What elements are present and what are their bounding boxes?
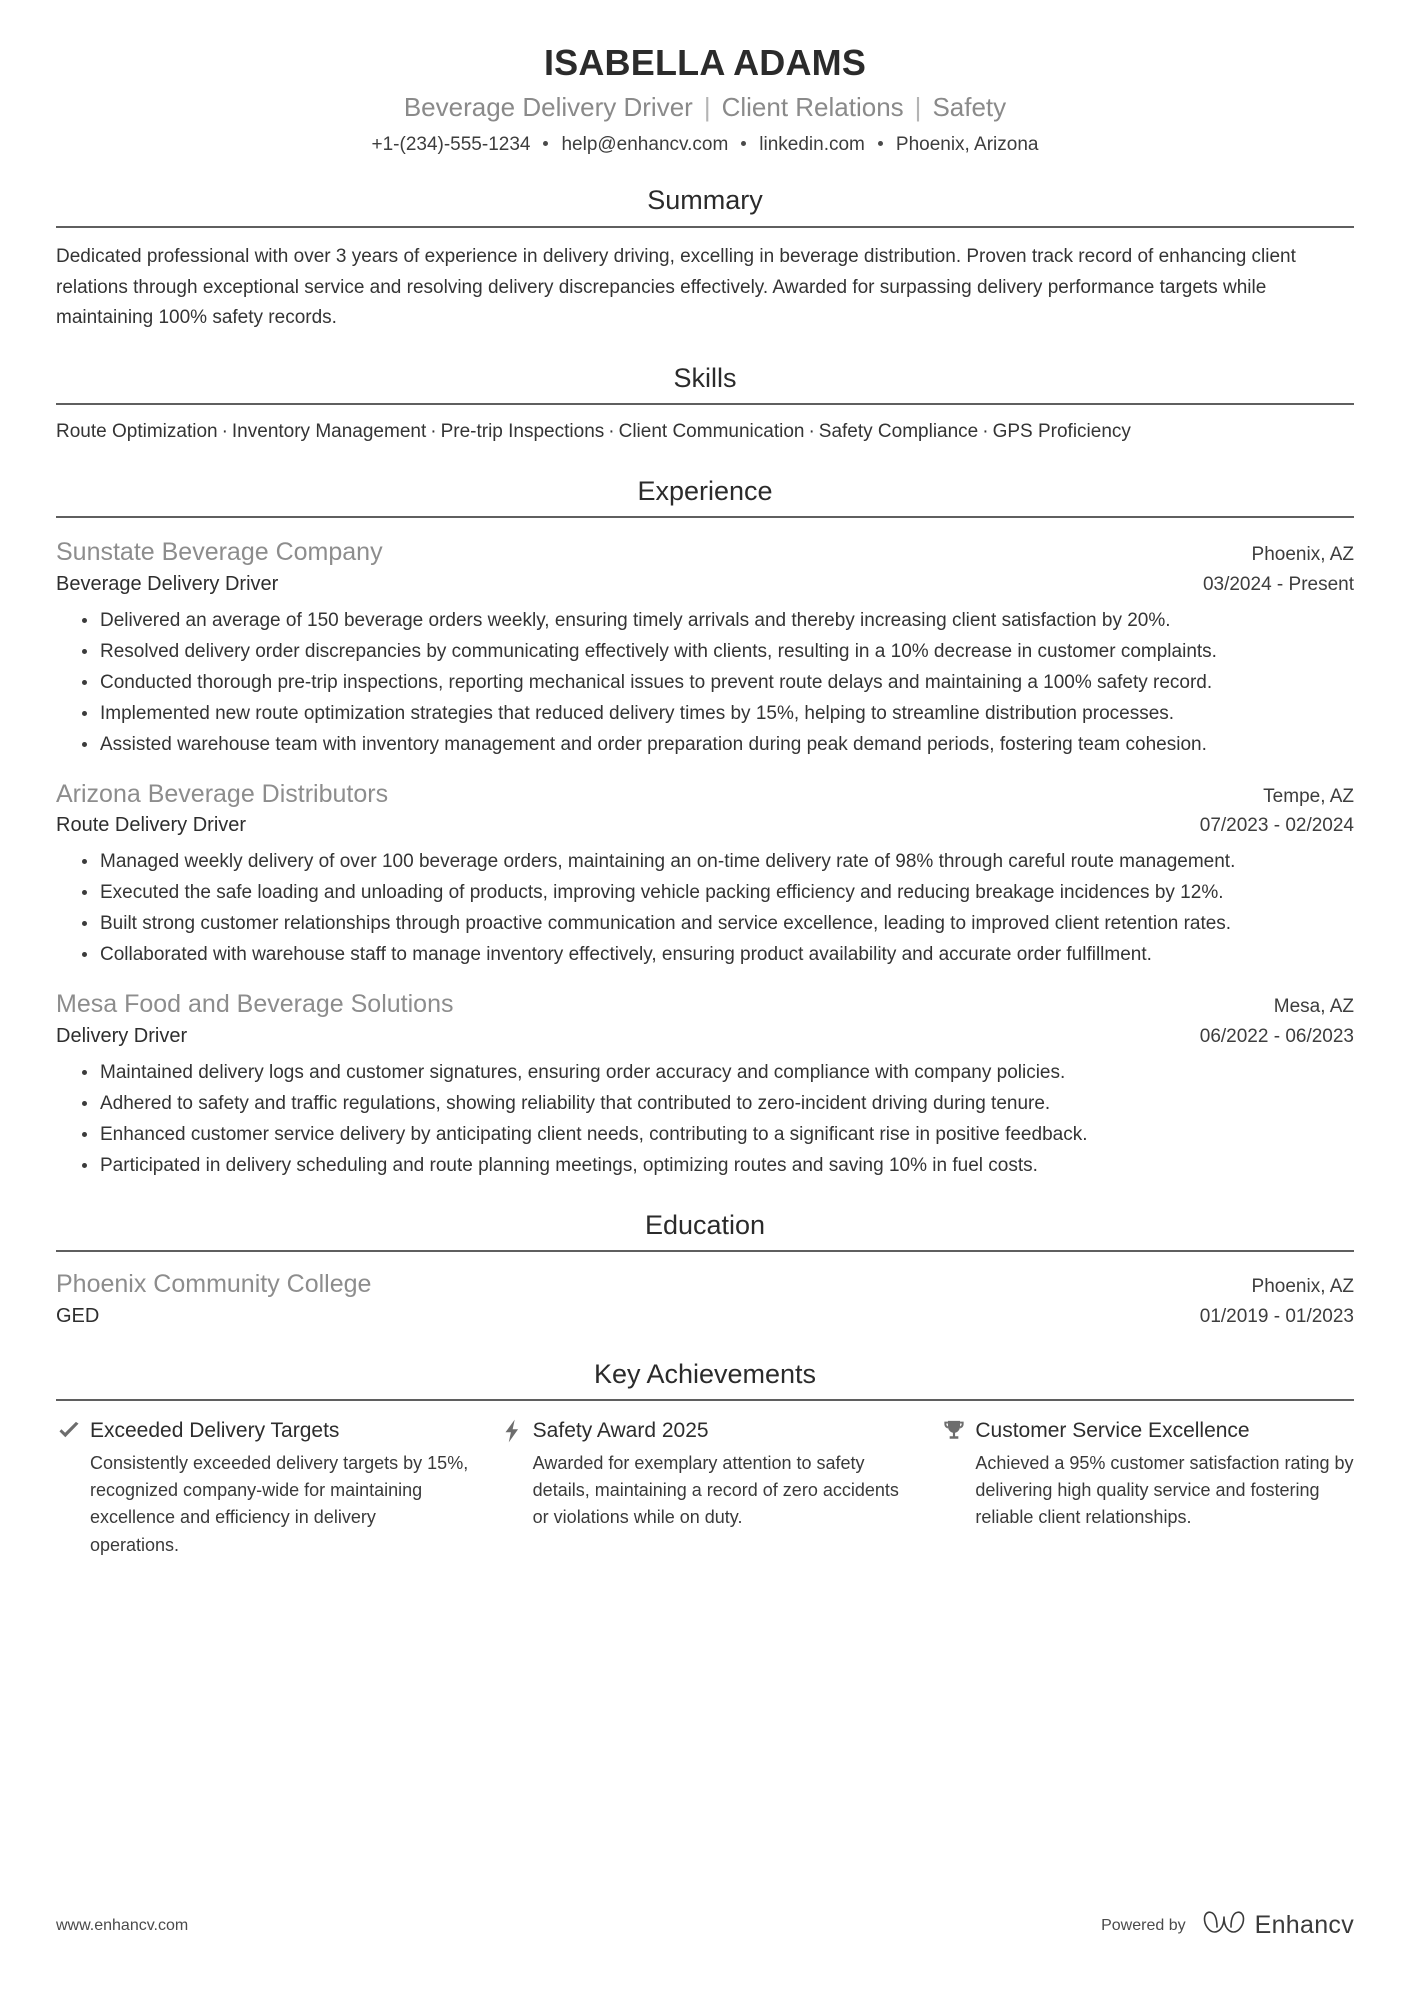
skill-item: GPS Proficiency <box>992 421 1131 443</box>
list-item: Delivered an average of 150 beverage orders weekly, ensuring timely arrivals and thereby increasing client satisfaction by 20%. <box>82 606 1354 636</box>
powered-by-label: Powered by <box>1101 1916 1186 1934</box>
company-name: Sunstate Beverage Company <box>56 538 383 567</box>
list-item: Collaborated with warehouse staff to manage inventory effectively, ensuring product availability and accurate order fulfillment. <box>82 940 1354 970</box>
achievement-description: Awarded for exemplary attention to safety details, maintaining a record of zero accidents or violations while on duty. <box>532 1452 899 1528</box>
section-divider <box>56 403 1354 405</box>
degree-name: GED <box>56 1304 100 1327</box>
achievement-title: Exceeded Delivery Targets <box>90 1419 340 1443</box>
experience-entry-subheader <box>56 812 1354 839</box>
job-dates: 06/2022 - 06/2023 <box>1199 1025 1354 1047</box>
responsibility-list <box>56 1058 1354 1181</box>
list-item: Participated in delivery scheduling and route planning meetings, optimizing routes and saving 10% in fuel costs. <box>82 1151 1354 1181</box>
headline-separator-2: | <box>914 92 922 123</box>
achievement-item <box>499 1417 912 1559</box>
achievement-item <box>941 1417 1354 1559</box>
section-title-summary: Summary <box>647 185 763 216</box>
job-title: Beverage Delivery Driver <box>56 572 279 595</box>
list-item: Implemented new route optimization strategies that reduced delivery times by 15%, helping to streamline distribution processes. <box>82 699 1354 729</box>
list-item: Assisted warehouse team with inventory management and order preparation during peak demand periods, fostering team cohesion. <box>82 730 1354 760</box>
experience-entry <box>56 778 1354 971</box>
professional-headline <box>56 92 1354 123</box>
section-key-achievements <box>56 1358 1354 1559</box>
company-name: Mesa Food and Beverage Solutions <box>56 990 454 1019</box>
job-dates: 03/2024 - Present <box>1202 573 1354 595</box>
skill-separator: · <box>982 421 989 443</box>
degree-dates: 01/2019 - 01/2023 <box>1199 1305 1354 1327</box>
job-dates: 07/2023 - 02/2024 <box>1199 815 1354 837</box>
contact-phone: +1-(234)-555-1234 <box>371 133 531 155</box>
skill-item: Inventory Management <box>231 421 427 443</box>
list-item: Adhered to safety and traffic regulations, showing reliability that contributed to zero-incident driving during tenure. <box>82 1089 1354 1119</box>
skill-separator: · <box>808 421 815 443</box>
experience-entry <box>56 536 1354 760</box>
responsibility-list <box>56 606 1354 760</box>
experience-entry-subheader <box>56 571 1354 598</box>
section-education <box>56 1209 1354 1330</box>
section-summary <box>56 184 1354 334</box>
company-location: Mesa, AZ <box>1273 996 1354 1018</box>
experience-entry-header <box>56 778 1354 811</box>
achievement-body <box>975 1417 1354 1531</box>
bullet-dot-icon <box>878 141 883 146</box>
achievement-body <box>533 1417 912 1531</box>
list-item: Executed the safe loading and unloading of products, improving vehicle packing efficiency and reducing breakage incidences by 12%. <box>82 878 1354 908</box>
section-title-skills: Skills <box>673 363 737 394</box>
check-icon <box>56 1417 90 1444</box>
enhancv-logo <box>1202 1908 1354 1943</box>
company-name: Arizona Beverage Distributors <box>56 779 389 808</box>
skill-item: Safety Compliance <box>818 421 979 443</box>
resume-header <box>56 0 1354 156</box>
job-title: Route Delivery Driver <box>56 814 247 837</box>
list-item: Resolved delivery order discrepancies by communicating effectively with clients, resulting in a 10% decrease in customer complaints. <box>82 637 1354 667</box>
section-title-experience: Experience <box>637 475 773 506</box>
page-footer <box>56 1908 1354 1943</box>
section-divider <box>56 516 1354 518</box>
section-divider <box>56 1399 1354 1401</box>
enhancv-mark-icon <box>1202 1908 1246 1943</box>
page-title: ISABELLA ADAMS <box>543 42 867 83</box>
achievement-description: Consistently exceeded delivery targets by 15%, recognized company-wide for maintaining excellence and efficiency in delivery operations. <box>90 1452 469 1555</box>
footer-branding <box>1101 1908 1354 1943</box>
headline-part-3: Safety <box>932 92 1007 123</box>
bullet-dot-icon <box>741 141 746 146</box>
achievement-title: Customer Service Excellence <box>975 1419 1250 1443</box>
experience-entry <box>56 988 1354 1181</box>
experience-entry-header <box>56 988 1354 1021</box>
achievement-item <box>56 1417 469 1559</box>
company-location: Phoenix, AZ <box>1251 544 1354 566</box>
section-title-key-achievements: Key Achievements <box>593 1358 817 1389</box>
education-entry <box>56 1268 1354 1330</box>
skill-item: Pre-trip Inspections <box>440 421 605 443</box>
contact-website[interactable]: linkedin.com <box>759 133 865 155</box>
school-location: Phoenix, AZ <box>1251 1276 1354 1298</box>
list-item: Managed weekly delivery of over 100 beverage orders, maintaining an on-time delivery rate of 98% through careful route management. <box>82 847 1354 877</box>
skill-separator: · <box>608 421 615 443</box>
bullet-dot-icon <box>543 141 548 146</box>
education-entry-subheader <box>56 1303 1354 1330</box>
achievements-grid <box>56 1417 1354 1559</box>
list-item: Enhanced customer service delivery by anticipating client needs, contributing to a significant rise in positive feedback. <box>82 1120 1354 1150</box>
list-item: Conducted thorough pre-trip inspections, reporting mechanical issues to prevent route delays and maintaining a 100% safety record. <box>82 668 1354 698</box>
skill-separator: · <box>430 421 437 443</box>
achievement-description: Achieved a 95% customer satisfaction rating by delivering high quality service and fostering reliable client relationships. <box>975 1452 1354 1528</box>
section-title-education: Education <box>644 1210 766 1241</box>
contact-email[interactable]: help@enhancv.com <box>561 133 729 155</box>
lightning-bolt-icon <box>499 1417 533 1444</box>
skill-item: Route Optimization <box>56 421 218 443</box>
headline-part-2: Client Relations <box>721 92 904 123</box>
skill-item: Client Communication <box>618 421 805 443</box>
headline-separator-1: | <box>703 92 711 123</box>
enhancv-brand-name: Enhancv <box>1254 1911 1354 1939</box>
education-entry-header <box>56 1268 1354 1301</box>
section-skills <box>56 362 1354 447</box>
section-divider <box>56 226 1354 228</box>
experience-entry-header <box>56 536 1354 569</box>
section-divider <box>56 1250 1354 1252</box>
responsibility-list <box>56 847 1354 970</box>
section-experience <box>56 475 1354 1181</box>
achievement-body <box>90 1417 469 1559</box>
company-location: Tempe, AZ <box>1263 785 1354 807</box>
school-name: Phoenix Community College <box>56 1270 372 1299</box>
trophy-icon <box>941 1417 975 1444</box>
summary-text: Dedicated professional with over 3 years of experience in delivery driving, excelling in beverage distribution. Proven track record of enhancing client relations through exceptional service and resolving delivery discrepancies effectively. Awarded for surpassing delivery performance targets while maintaining 100% safety records. <box>56 245 1296 329</box>
contact-location: Phoenix, Arizona <box>895 133 1039 155</box>
experience-entry-subheader <box>56 1023 1354 1050</box>
job-title: Delivery Driver <box>56 1024 188 1047</box>
footer-website-url[interactable]: www.enhancv.com <box>56 1916 189 1934</box>
contact-info <box>56 134 1354 157</box>
headline-part-1: Beverage Delivery Driver <box>403 92 693 123</box>
achievement-title: Safety Award 2025 <box>532 1419 709 1443</box>
skills-list <box>56 418 1354 447</box>
list-item: Maintained delivery logs and customer signatures, ensuring order accuracy and compliance with company policies. <box>82 1058 1354 1088</box>
skill-separator: · <box>221 421 228 443</box>
list-item: Built strong customer relationships through proactive communication and service excellence, leading to improved client retention rates. <box>82 909 1354 939</box>
